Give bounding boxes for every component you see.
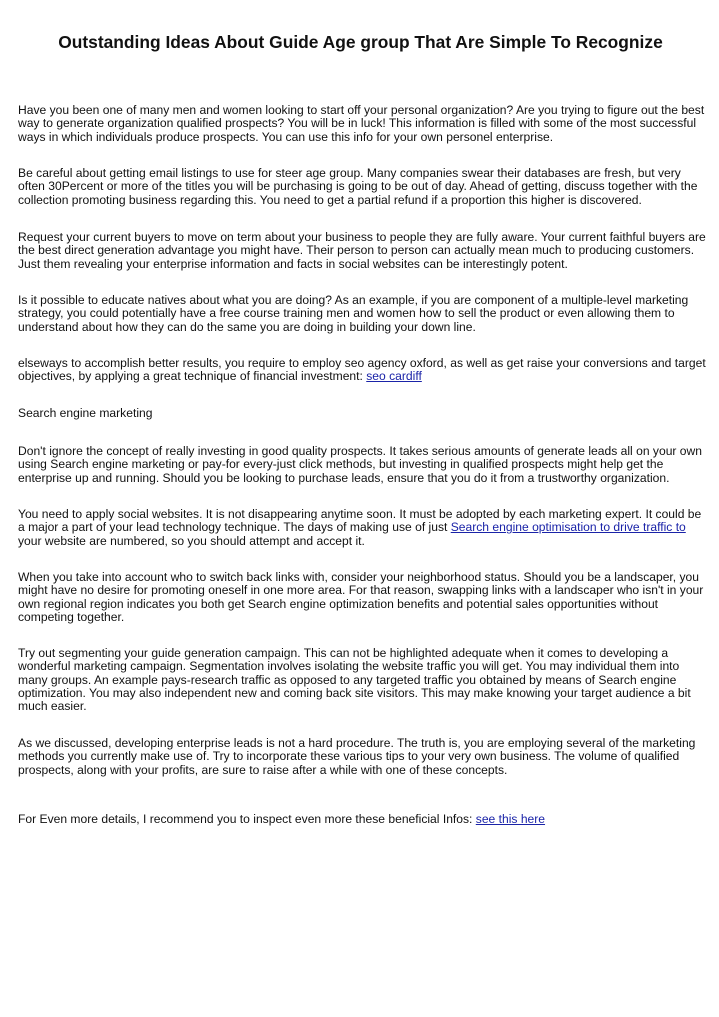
paragraph-text: elseways to accomplish better results, you require to employ seo agency oxford, as well as get raise your conversions and target objectives, by applying a great technique of financial investment: [18,356,706,384]
paragraph-text-after: your website are numbered, so you should attempt and accept it. [18,533,365,548]
paragraph-educate-natives [18,294,708,334]
paragraph-text: Have you been one of many men and women looking to start off your personal organization? Are you trying to figure out the best way to generate organization qualified prospects? You will be in luck! This information is filled with some of the most successful ways in which individuals produce prospects. You can use this info for your own personel enterprise. [18,103,705,144]
seo-traffic-link[interactable]: Search engine optimisation to drive traffic to [450,520,686,535]
paragraph-intro [18,104,708,144]
paragraph-text: Request your current buyers to move on term about your business to people they are fully aware. Your current faithful buyers are the best direct generation advantage you might have. Their person to person can actually mean much to producing customers. Just them revealing your enterprise information and facts in social websites can be interestingly potent. [18,230,706,271]
paragraph-back-links [18,571,708,624]
paragraph-text: Don't ignore the concept of really investing in good quality prospects. It takes serious amounts of generate leads all on your own using Search engine marketing or pay-for every-just click methods, but investing in qualified prospects might help get the enterprise up and running. Should you be looking to purchase leads, ensure that you do it from a trustworthy organization. [18,444,702,485]
paragraph-quality-prospects [18,445,708,485]
paragraph-current-buyers [18,231,708,271]
paragraph-text: As we discussed, developing enterprise leads is not a hard procedure. The truth is, you are employing several of the marketing methods you currently make use of. Try to incorporate these various tips to your very own business. The volume of qualified prospects, along with your profits, are sure to raise after a while with one of these concepts. [18,736,696,777]
paragraph-text: You need to apply social websites. It is not disappearing anytime soon. It must be adopted by each marketing expert. It could be a major a part of your lead technology technique. The days of making use of just [18,507,702,535]
paragraph-seo-agency [18,357,708,384]
paragraph-text: Search engine marketing [18,406,153,420]
paragraph-text: Is it possible to educate natives about what you are doing? As an example, if you are component of a multiple-level marketing strategy, you could potentially have a free course training men and women how to sell the product or even allowing them to understand about how they can do the same you are doing in building your down line. [18,293,689,334]
paragraph-conclusion [18,737,708,777]
see-this-here-link[interactable]: see this here [475,812,546,826]
page-title: Outstanding Ideas About Guide Age group That Are Simple To Recognize [58,32,663,52]
paragraph-more-details [18,813,708,826]
paragraph-segmenting [18,647,708,713]
paragraph-text: Be careful about getting email listings to use for steer age group. Many companies swear their databases are fresh, but very often 30Percent or more of the titles you will be purchasing is going to be out of day. Ahead of getting, discuss together with the collection promoting business regarding this. You need to get a partial refund if a proportion this higher is discovered. [18,166,698,207]
paragraph-text: For Even more details, I recommend you to inspect even more these beneficial Infos: [18,812,476,826]
paragraph-heading-sem [18,407,708,420]
paragraph-email-lists [18,167,708,207]
paragraph-text: When you take into account who to switch back links with, consider your neighborhood status. Should you be a landscaper, you might have no desire for promoting oneself in one more area. For that reason, swapping links with a landscaper who isn't in your own regional region indicates you both get Search engine optimization benefits and potential sales opportunities without competing together. [18,570,704,624]
paragraph-text: Try out segmenting your guide generation campaign. This can not be highlighted adequate when it comes to developing a wonderful marketing campaign. Segmentation involves isolating the website traffic you will get. You may individual them into many groups. An example pays-research traffic as opposed to any targeted traffic you obtained by means of Search engine optimization. You may also independent new and coming back site visitors. This may make knowing your target audience a bit much easier. [18,646,691,714]
paragraph-social-websites [18,508,708,548]
seo-cardiff-link[interactable]: seo cardiff [366,369,422,384]
